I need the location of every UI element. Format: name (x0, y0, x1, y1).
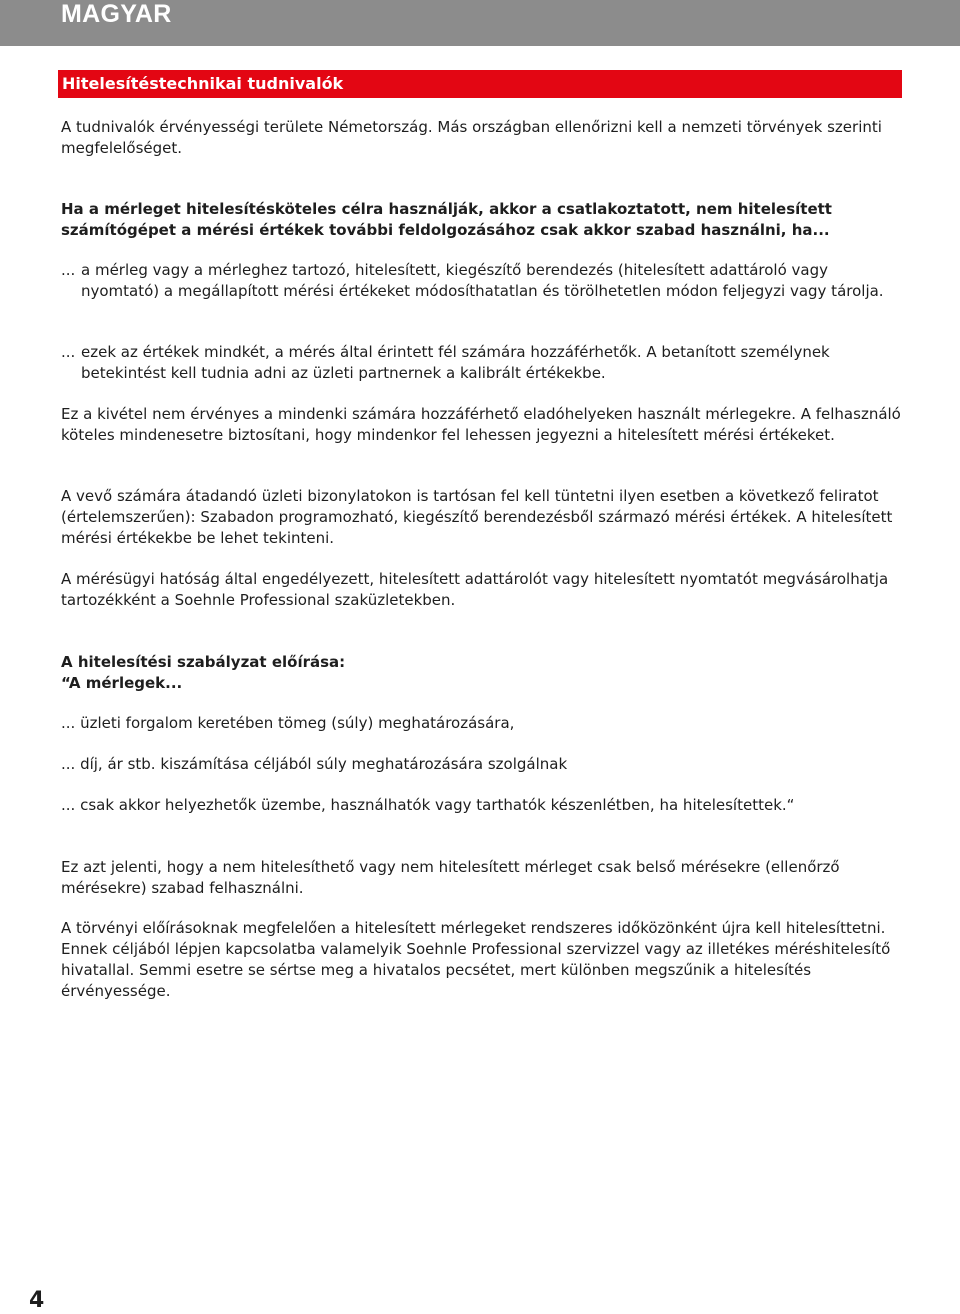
receipt-paragraph: A vevő számára átadandó üzleti bizonylatokon is tartósan fel kell tüntetni ilyen esetben a következő feliratot (értelemszerűen): Szabadon programozható, kiegészítő berendezésből származó mérési értékek. A hitelesített mérési értékekbe be lehet tekinteni. (61, 487, 893, 547)
language-label: MAGYAR (61, 0, 172, 28)
regulation-item: ... üzleti forgalom keretében tömeg (súly) meghatározására, (61, 714, 515, 732)
ellipsis-marker: ... (61, 261, 76, 279)
accessory-paragraph: A mérésügyi hatóság által engedélyezett, hitelesített adattárolót vagy hitelesített nyomtatót megvásárolhatja tartozékként a Soehnle Professional szaküzletekben. (61, 570, 889, 609)
language-header-bar (0, 0, 960, 46)
regulation-item: ... díj, ár stb. kiszámítása céljából súly meghatározására szolgálnak (61, 755, 568, 773)
scope-paragraph: A tudnivalók érvényességi területe Németország. Más országban ellenőrizni kell a nemzeti törvények szerinti megfelelőséget. (61, 118, 882, 157)
condition-text: a mérleg vagy a mérleghez tartozó, hitelesített, kiegészítő berendezés (hitelesített adattároló vagy nyomtató) a megállapított mérési értékeket módosíthatatlan és törölhetetlen módon feljegyzi vagy tárolja. (81, 261, 884, 300)
condition-text: ezek az értékek mindkét, a mérés által érintett fél számára hozzáférhetők. A betanított személynek betekintést kell tudnia adni az üzleti partnernek a kalibrált értékekbe. (81, 343, 830, 382)
section-title: Hitelesítéstechnikai tudnivalók (62, 74, 344, 93)
condition-intro: Ha a mérleget hitelesítésköteles célra használják, akkor a csatlakoztatott, nem hitelesített számítógépet a mérési értékek további feldolgozásához csak akkor szabad használni, ha... (61, 200, 832, 239)
section-title-bar (58, 70, 902, 98)
condition-item (61, 260, 903, 302)
ellipsis-marker: ... (61, 343, 76, 361)
page-number: 4 (29, 1288, 45, 1313)
reverification-paragraph: A törvényi előírásoknak megfelelően a hitelesített mérlegeket rendszeres időközönként újra kell hitelesíttetni. Ennek céljából lépjen kapcsolatba valamelyik Soehnle Professional szervizzel vagy az illetékes méréshitelesítő hivatallal. Semmi esetre se sértse meg a hivatalos pecsétet, mert különben megszűnik a hitelesítés érvényessége. (61, 919, 891, 1000)
regulation-heading: A hitelesítési szabályzat előírása: (61, 653, 346, 671)
internal-use-paragraph: Ez azt jelenti, hogy a nem hitelesíthető vagy nem hitelesített mérleget csak belső mérésekre (ellenőrző mérésekre) szabad felhasználni. (61, 858, 840, 897)
regulation-item: ... csak akkor helyezhetők üzembe, használhatók vagy tarthatók készenlétben, ha hitelesítettek.“ (61, 796, 795, 814)
regulation-quote-start: “A mérlegek... (61, 674, 183, 692)
condition-item (61, 342, 903, 384)
exception-paragraph: Ez a kivétel nem érvényes a mindenki számára hozzáférhető eladóhelyeken használt mérlegekre. A felhasználó köteles mindenesetre biztosítani, hogy mindenkor fel lehessen jegyezni a hitelesített mérési értékeket. (61, 405, 901, 444)
